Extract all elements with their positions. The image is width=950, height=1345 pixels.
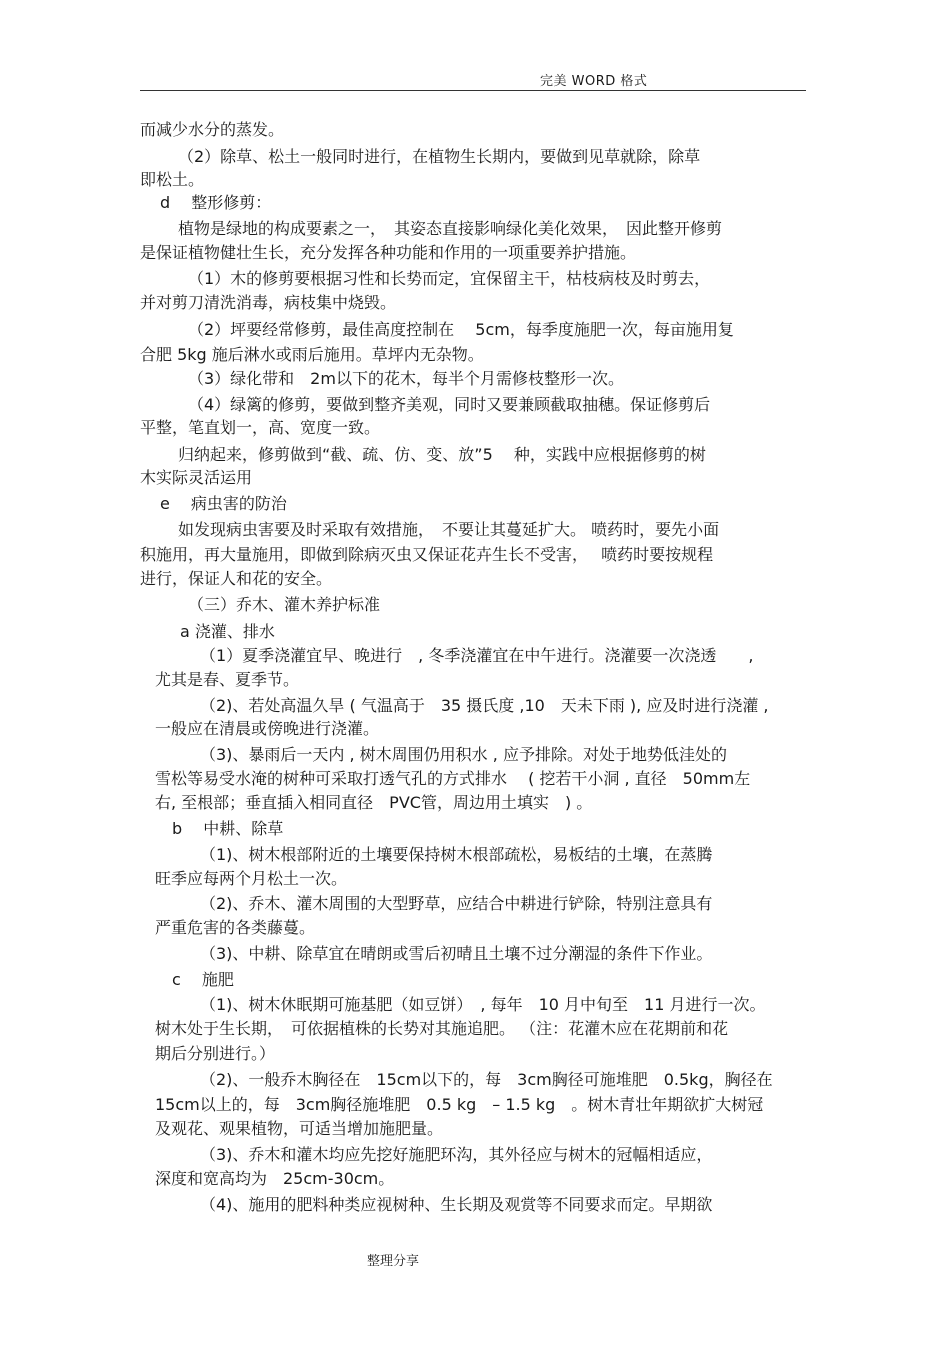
text-line: 即松土。 <box>140 170 205 189</box>
text-line: c 施肥 <box>172 970 234 989</box>
text-line: 一般应在清晨或傍晚进行浇灌。 <box>155 719 380 738</box>
text-line: （2)、一般乔木胸径在 15cm以下的，每 3cm胸径可施堆肥 0.5kg，胸径在 <box>200 1070 773 1089</box>
text-line: 深度和宽高均为 25cm-30cm。 <box>155 1169 395 1188</box>
text-line: （3)、乔木和灌木均应先挖好施肥环沟，其外径应与树木的冠幅相适应， <box>200 1145 713 1164</box>
text-line: 是保证植物健壮生长，充分发挥各种功能和作用的一项重要养护措施。 <box>140 243 637 262</box>
text-line: 15cm以上的，每 3cm胸径施堆肥 0.5 kg – 1.5 kg 。树木青壮年期欲扩大树冠 <box>155 1095 764 1114</box>
header-title: 完美 WORD 格式 <box>540 74 648 89</box>
text-line: 木实际灵活运用 <box>140 468 253 487</box>
text-line: （2）除草、松土一般同时进行，在植物生长期内，要做到见草就除，除草 <box>178 147 701 166</box>
text-line: 如发现病虫害要及时采取有效措施， 不要让其蔓延扩大。 喷药时，要先小面 <box>178 520 720 539</box>
text-line: 尤其是春、夏季节。 <box>155 670 300 689</box>
text-line: 进行，保证人和花的安全。 <box>140 569 333 588</box>
text-line: 右, 至根部；垂直插入相同直径 PVC管，周边用土填实 ) 。 <box>155 793 593 812</box>
text-line: （2)、乔木、灌木周围的大型野草，应结合中耕进行铲除，特别注意具有 <box>200 894 713 913</box>
text-line: （3)、暴雨后一天内 , 树木周围仍用积水 , 应予排除。对处于地势低洼处的 <box>200 745 727 764</box>
text-line: （三）乔木、灌木养护标准 <box>188 595 381 614</box>
text-line: 合肥 5kg 施后淋水或雨后施用。草坪内无杂物。 <box>140 345 484 364</box>
text-line: 雪松等易受水淹的树种可采取打透气孔的方式排水 ( 挖若干小洞 , 直径 50mm左 <box>155 769 751 788</box>
text-line: 期后分别进行。） <box>155 1044 276 1063</box>
text-line: （3）绿化带和 2m以下的花木，每半个月需修枝整形一次。 <box>188 369 624 388</box>
text-line: （1）木的修剪要根据习性和长势而定，宜保留主干，枯枝病枝及时剪去， <box>188 269 711 288</box>
text-line: 及观花、观果植物，可适当增加施肥量。 <box>155 1119 444 1138</box>
page-footer: 整理分享 <box>367 1254 420 1269</box>
text-line: 而减少水分的蒸发。 <box>140 120 285 139</box>
text-line: （1)、树木休眠期可施基肥（如豆饼） , 每年 10 月中旬至 11 月进行一次。 <box>200 995 766 1014</box>
text-line: （2)、若处高温久旱 ( 气温高于 35 摄氏度 ,10 天未下雨 ), 应及时进行浇灌 , <box>200 696 769 715</box>
text-line: （3)、中耕、除草宜在晴朗或雪后初晴且土壤不过分潮湿的条件下作业。 <box>200 944 713 963</box>
text-line: a 浇灌、排水 <box>180 622 275 641</box>
text-line: 植物是绿地的构成要素之一， 其姿态直接影响绿化美化效果， 因此整开修剪 <box>178 219 723 238</box>
text-line: （4）绿篱的修剪，要做到整齐美观，同时又要兼顾截取抽穗。保证修剪后 <box>188 395 711 414</box>
text-line: （4)、施用的肥料种类应视树种、生长期及观赏等不同要求而定。早期欲 <box>200 1195 713 1214</box>
text-line: 归纳起来，修剪做到“截、疏、仿、变、放”5 种，实践中应根据修剪的树 <box>178 445 706 464</box>
text-line: 积施用，再大量施用，即做到除病灭虫又保证花卉生长不受害， 喷药时要按规程 <box>140 545 714 564</box>
text-line: （1)、树木根部附近的土壤要保持树木根部疏松，易板结的土壤，在蒸腾 <box>200 845 713 864</box>
text-line: 并对剪刀清洗消毒，病枝集中烧毁。 <box>140 293 397 312</box>
text-line: （1）夏季浇灌宜早、晚进行 , 冬季浇灌宜在中午进行。浇灌要一次浇透 , <box>200 646 754 665</box>
text-line: d 整形修剪： <box>160 193 272 212</box>
text-line: （2）坪要经常修剪，最佳高度控制在 5cm，每季度施肥一次，每亩施用复 <box>188 320 734 339</box>
text-line: 旺季应每两个月松土一次。 <box>155 869 348 888</box>
text-line: b 中耕、除草 <box>172 819 284 838</box>
header-divider <box>140 90 806 91</box>
text-line: 平整，笔直划一，高、宽度一致。 <box>140 418 381 437</box>
text-line: 严重危害的各类藤蔓。 <box>155 918 316 937</box>
text-line: e 病虫害的防治 <box>160 494 287 513</box>
text-line: 树木处于生长期， 可依据植株的长势对其施追肥。 （注：花灌木应在花期前和花 <box>155 1019 729 1038</box>
